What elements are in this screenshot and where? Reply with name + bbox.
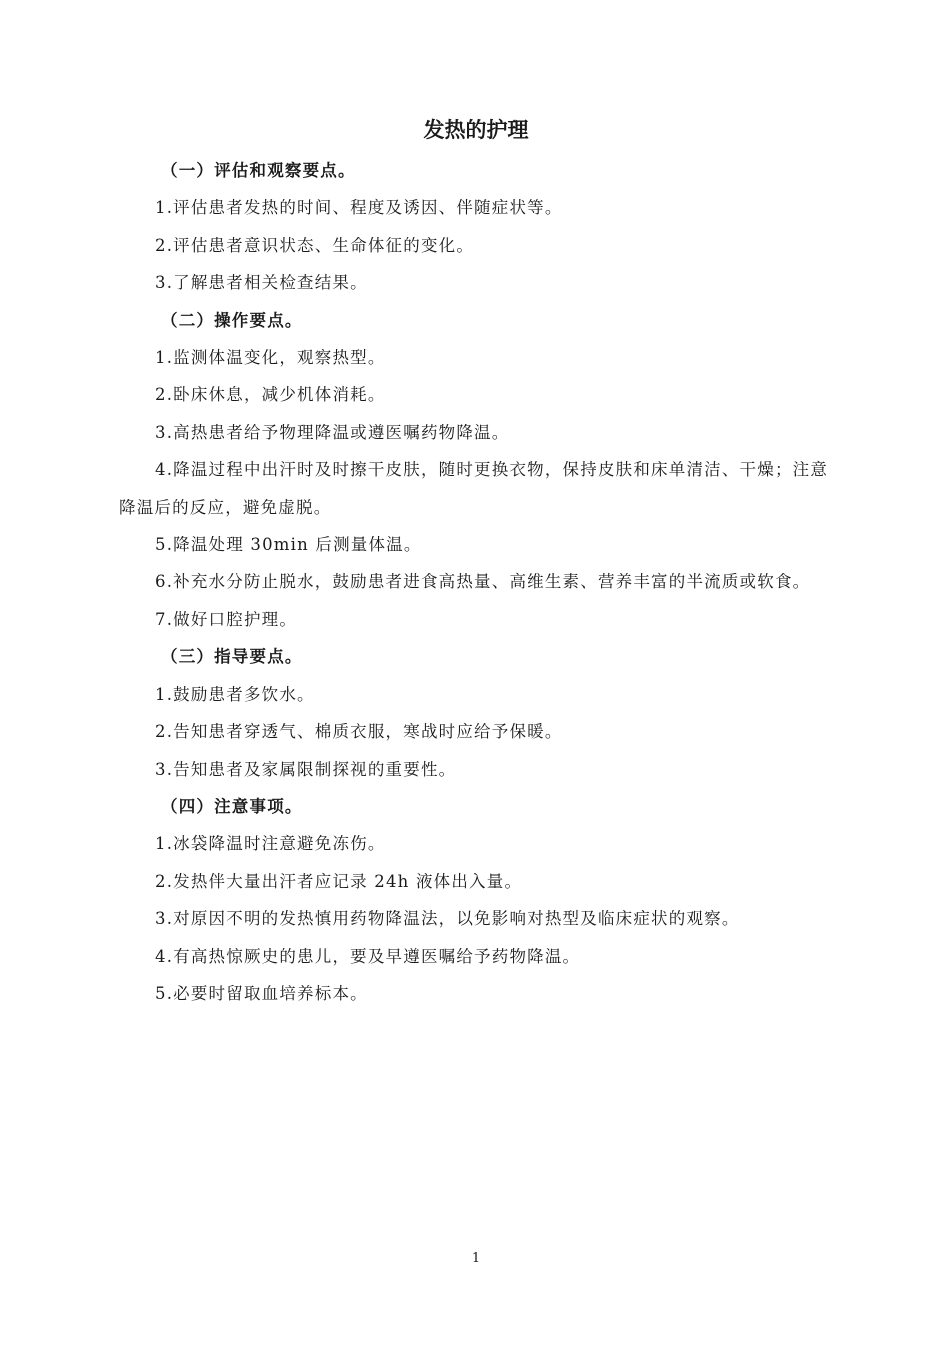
list-item: 2.告知患者穿透气、棉质衣服，寒战时应给予保暖。	[155, 722, 563, 742]
list-item: 6.补充水分防止脱水，鼓励患者进食高热量、高维生素、营养丰富的半流质或软食。	[155, 572, 811, 592]
document-body	[119, 152, 837, 1012]
section-guidance	[119, 638, 837, 788]
section-heading: （四）注意事项。	[161, 796, 303, 816]
list-item: 3.高热患者给予物理降温或遵医嘱药物降温。	[155, 422, 510, 442]
list-item: 3.了解患者相关检查结果。	[155, 273, 368, 293]
section-heading: （二）操作要点。	[161, 310, 303, 330]
list-item: 2.卧床休息，减少机体消耗。	[155, 385, 386, 405]
section-heading: （三）指导要点。	[161, 647, 303, 667]
list-item: 1.冰袋降温时注意避免冻伤。	[155, 834, 386, 854]
list-item: 3.告知患者及家属限制探视的重要性。	[155, 759, 457, 779]
list-item: 1.评估患者发热的时间、程度及诱因、伴随症状等。	[155, 198, 563, 218]
section-operation	[119, 302, 837, 639]
list-item: 4.降温过程中出汗时及时擦干皮肤，随时更换衣物，保持皮肤和床单清洁、干燥；注意降温后的反应，避免虚脱。	[119, 460, 829, 517]
section-heading: （一）评估和观察要点。	[161, 161, 356, 180]
list-item: 4.有高热惊厥史的患儿，要及早遵医嘱给予药物降温。	[155, 946, 581, 966]
page-number: 1	[471, 1251, 481, 1266]
list-item: 2.发热伴大量出汗者应记录 24h 液体出入量。	[155, 871, 523, 891]
list-item: 2.评估患者意识状态、生命体征的变化。	[155, 235, 475, 255]
list-item: 7.做好口腔护理。	[155, 609, 298, 629]
list-item: 5.必要时留取血培养标本。	[155, 983, 368, 1003]
section-precautions	[119, 788, 837, 1012]
list-item: 1.鼓励患者多饮水。	[155, 684, 315, 704]
list-item: 5.降温处理 30min 后测量体温。	[155, 535, 422, 555]
list-item: 1.监测体温变化，观察热型。	[155, 348, 386, 368]
section-assessment	[119, 152, 837, 302]
list-item: 3.对原因不明的发热慎用药物降温法，以免影响对热型及临床症状的观察。	[155, 909, 740, 929]
document-title: 发热的护理	[423, 118, 529, 142]
